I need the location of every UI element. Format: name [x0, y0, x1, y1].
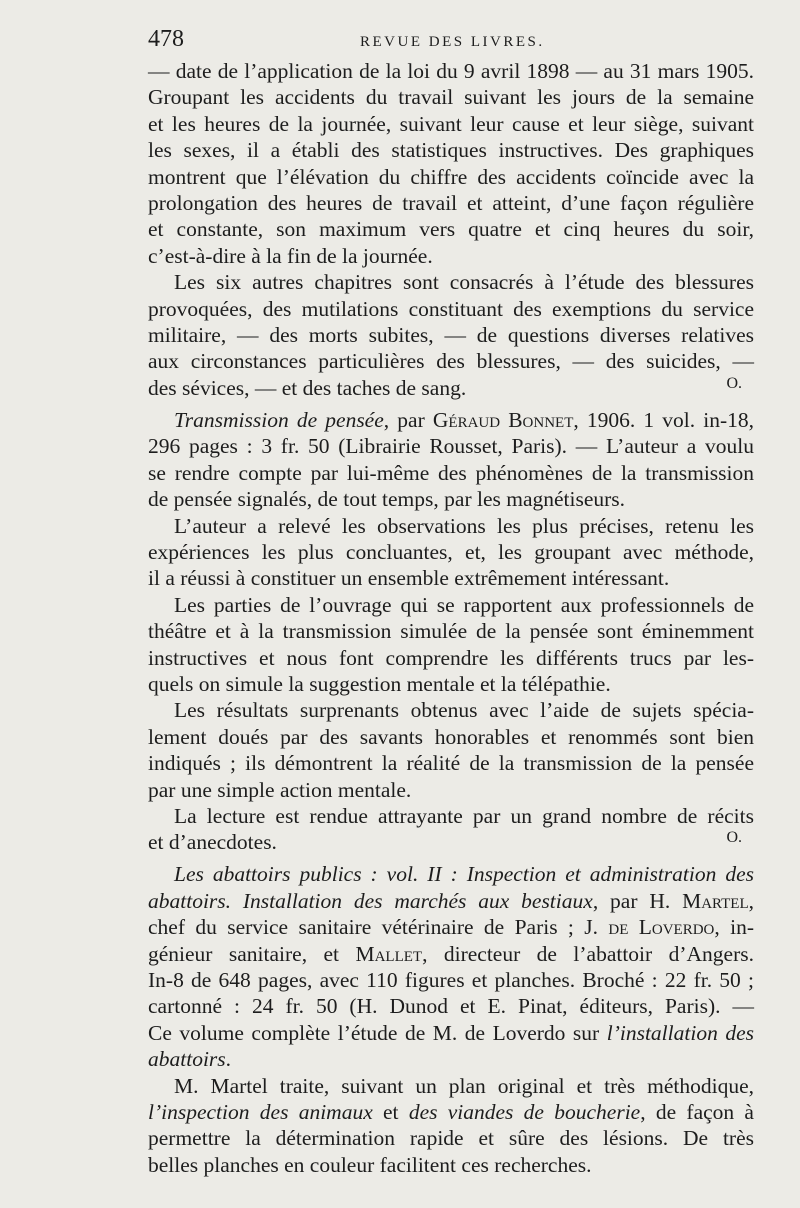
text-line: et d’anecdotes.	[148, 830, 277, 855]
book-title: Transmission de pensée	[174, 407, 384, 432]
text-line: théâtre et à la transmission simulée de la pensée sont éminemment	[148, 619, 754, 644]
text-line: belles planches en couleur facilitent ces recherches.	[148, 1152, 592, 1177]
author-name: Martel	[682, 888, 749, 913]
text-line: L’auteur a relevé les observations les plus précises, retenu les	[174, 513, 754, 538]
text-line: de pensée signalés, de tout temps, par les magnétiseurs.	[148, 487, 626, 512]
review-accidents-continuation	[148, 58, 754, 400]
citation-line: chef du service sanitaire vétérinaire de Paris ; J. de Loverdo, in-	[148, 915, 754, 940]
text-line: lement doués par des savants honorables et renommés sont bien	[148, 724, 754, 749]
review-transmission-de-pensee	[148, 407, 755, 855]
text-line: il a réussi à constituer un ensemble extrêmement intéressant.	[148, 566, 670, 591]
text-line: aux circonstances particulières des blessures, — des suicides, —	[148, 349, 754, 374]
text-line: l’inspection des animaux et des viandes de boucherie, de façon à	[148, 1100, 754, 1125]
text-line: Ce volume complète l’étude de M. de Loverdo sur l’installation des	[148, 1020, 755, 1045]
text-line: cartonné : 24 fr. 50 (H. Dunod et E. Pinat, éditeurs, Paris). —	[148, 994, 754, 1019]
text-line: provoquées, des mutilations constituant des exemptions du service	[148, 296, 754, 321]
page-number: 478	[148, 26, 184, 52]
review-signature: O.	[726, 374, 742, 392]
text-line: militaire, — des morts subites, — de questions diverses relatives	[148, 323, 754, 348]
text-line: se rendre compte par lui-même des phénomènes de la transmission	[148, 460, 754, 485]
text-line: c’est-à-dire à la fin de la journée.	[148, 243, 433, 268]
author-name: Mallet	[355, 941, 423, 966]
text-line: les sexes, il a établi des statistiques instructives. Des graphiques	[148, 138, 754, 163]
citation-line: Transmission de pensée, par Géraud Bonnet, 1906. 1 vol. in-18,	[174, 407, 755, 432]
book-title: Les abattoirs publics : vol. II : Inspection et administration des	[174, 862, 754, 887]
review-signature: O.	[726, 829, 742, 847]
review-abattoirs-publics	[148, 861, 754, 1178]
text-line: indiqués ; ils démontrent la réalité de la transmission de la pensée	[148, 751, 754, 776]
running-title: REVUE DES LIVRES.	[360, 34, 545, 50]
text-line: M. Martel traite, suivant un plan original et très méthodique,	[174, 1073, 754, 1098]
text-line: abattoirs.	[148, 1047, 232, 1072]
text-line: et constante, son maximum vers quatre et cinq heures du soir,	[148, 217, 754, 242]
text-line: Les six autres chapitres sont consacrés à l’étude des blessures	[174, 270, 754, 295]
citation-line	[148, 861, 754, 887]
author-name: de Loverdo	[608, 915, 715, 940]
text-line: — date de l’application de la loi du 9 avril 1898 — au 31 mars 1905.	[148, 59, 754, 83]
text-line: prolongation des heures de travail et atteint, d’une façon régulière	[148, 191, 754, 216]
citation-line: abattoirs. Installation des marchés aux bestiaux, par H. Martel,	[148, 888, 755, 913]
text-line: Les résultats surprenants obtenus avec l’aide de sujets spécia-	[174, 698, 754, 723]
text-line: expériences les plus concluantes, et, les groupant avec méthode,	[148, 539, 754, 564]
text-line: des sévices, — et des taches de sang.	[148, 375, 467, 400]
text-line: montrent que l’élévation du chiffre des accidents coïncide avec la	[148, 164, 754, 189]
text-line: instructives et nous font comprendre les différents trucs par les-	[148, 645, 754, 670]
text-line: La lecture est rendue attrayante par un grand nombre de récits	[174, 803, 754, 828]
book-title-continued: abattoirs. Installation des marchés aux bestiaux	[148, 888, 593, 913]
text-line: 296 pages : 3 fr. 50 (Librairie Rousset, Paris). — L’auteur a voulu	[148, 434, 754, 459]
text-line: par une simple action mentale.	[148, 777, 412, 802]
citation-line: génieur sanitaire, et Mallet, directeur de l’abattoir d’Angers.	[148, 941, 754, 966]
text-line: permettre la détermination rapide et sûre des lésions. De très	[148, 1126, 754, 1151]
author-name: Géraud Bonnet	[432, 407, 574, 432]
text-line: quels on simule la suggestion mentale et la télépathie.	[148, 671, 611, 696]
text-line: In-8 de 648 pages, avec 110 figures et planches. Broché : 22 fr. 50 ;	[148, 968, 754, 993]
text-line: et les heures de la journée, suivant leur cause et leur siège, suivant	[148, 111, 754, 136]
page-header	[148, 22, 754, 58]
text-line: Groupant les accidents du travail suivant les jours de la semaine	[148, 85, 754, 110]
text-line: Les parties de l’ouvrage qui se rapportent aux professionnels de	[174, 592, 754, 617]
